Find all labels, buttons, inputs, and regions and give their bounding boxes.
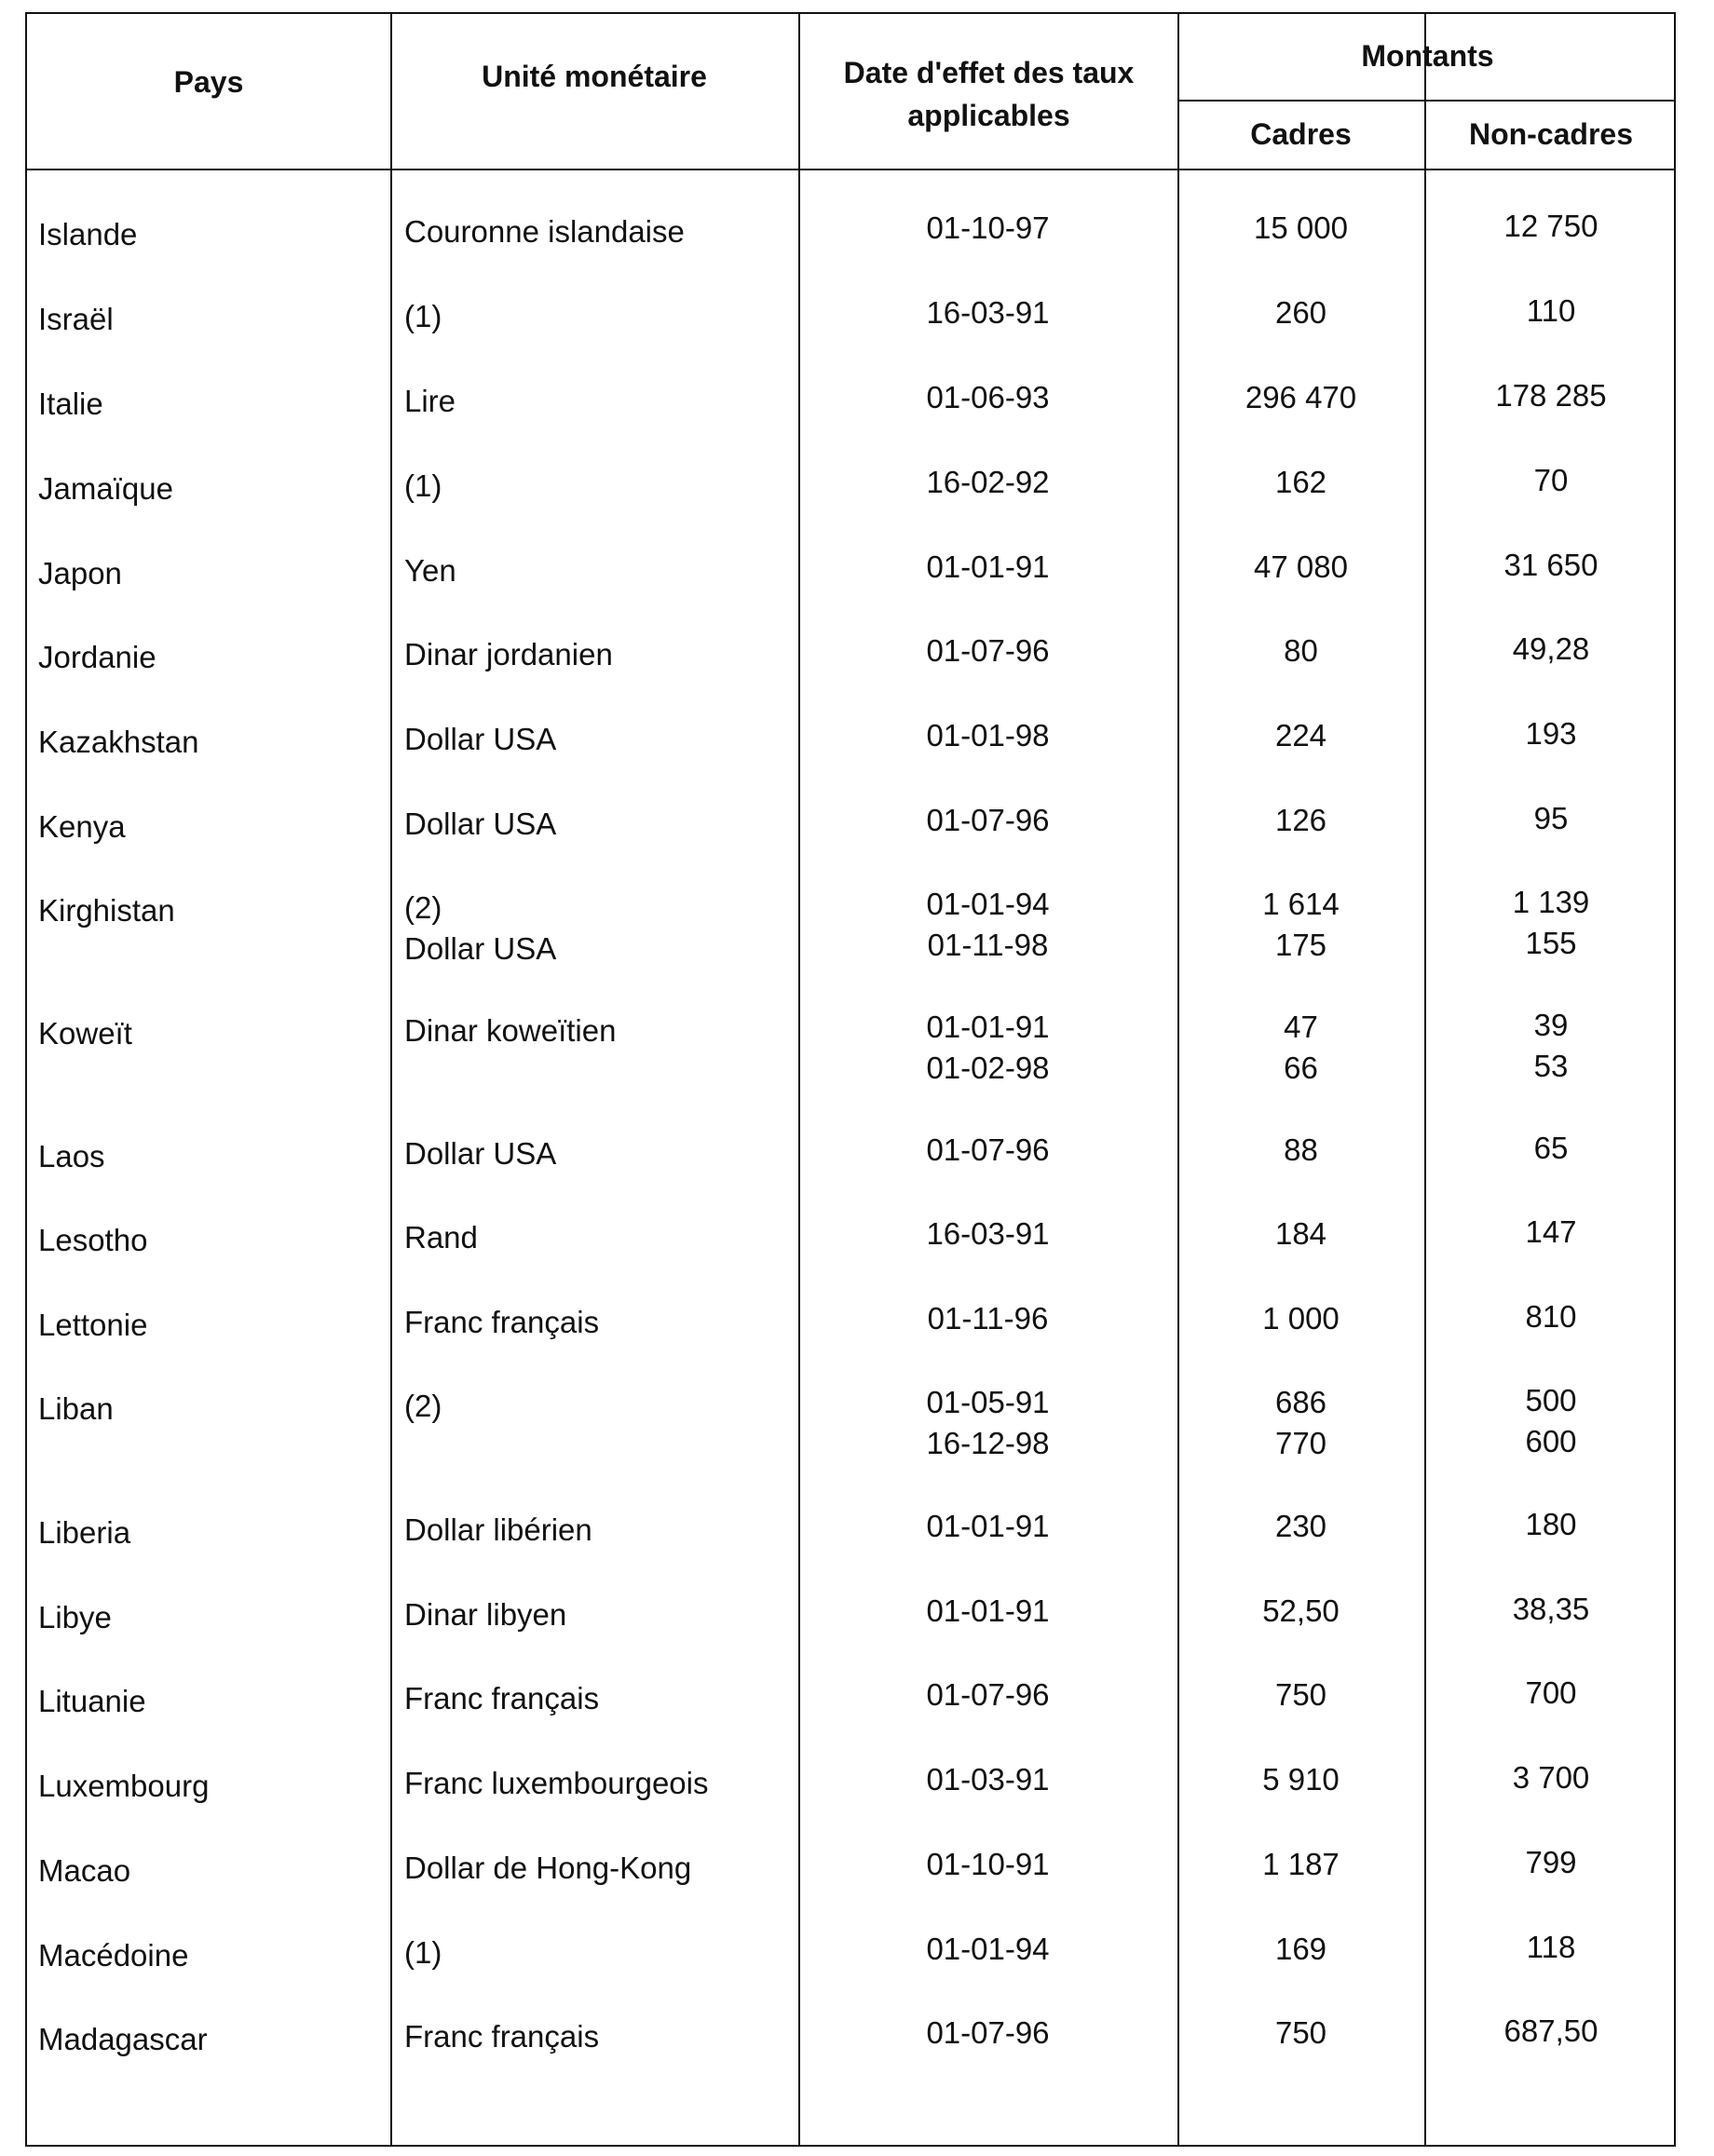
non-cadres-cell (1424, 1842, 1678, 1883)
currency-cell (404, 1217, 478, 1258)
country-cell: Macao (38, 1853, 131, 1888)
cadres-cell (1177, 1844, 1424, 1885)
currency-cell (404, 1510, 592, 1551)
cell-line: 810 (1525, 1299, 1577, 1334)
cadres-cell (1177, 208, 1424, 249)
date-cell (798, 1007, 1177, 1089)
country-cell: Jordanie (38, 640, 156, 674)
cell-line: 126 (1274, 803, 1327, 837)
currency-cell (404, 1763, 709, 1804)
currency-line: Dinar jordanien (404, 637, 613, 671)
currency-line: Dollar USA (404, 807, 557, 841)
cell-line: 80 (1284, 633, 1318, 668)
header-montants: Montants (1361, 39, 1494, 73)
non-cadres-cell (1424, 882, 1678, 964)
non-cadres-cell (1424, 1757, 1678, 1798)
cell-line: 39 (1533, 1008, 1569, 1042)
cell-line: 01-01-91 (926, 1593, 1050, 1628)
date-cell (798, 715, 1177, 756)
currency-cell (404, 296, 442, 337)
cell-line: 16-03-91 (926, 295, 1050, 330)
country-cell: Luxembourg (38, 1769, 210, 1803)
cadres-cell (1177, 1130, 1424, 1171)
cell-line: 770 (1274, 1426, 1327, 1460)
country-cell: Libye (38, 1600, 112, 1634)
cell-line: 53 (1533, 1049, 1569, 1083)
cell-line: 01-01-91 (926, 1010, 1050, 1044)
non-cadres-cell (1424, 713, 1678, 754)
cell-line: 01-07-96 (926, 2015, 1050, 2050)
cell-line: 162 (1274, 465, 1327, 499)
currency-line: (2) (404, 1389, 442, 1423)
non-cadres-cell (1424, 2011, 1678, 2052)
currency-cell (404, 888, 556, 970)
non-cadres-cell (1424, 1128, 1678, 1169)
cell-line: 65 (1533, 1131, 1569, 1165)
country-cell: Lettonie (38, 1308, 148, 1342)
non-cadres-cell (1424, 1212, 1678, 1253)
cadres-cell (1177, 631, 1424, 671)
currency-line: Dinar koweïtien (404, 1013, 617, 1048)
currency-line: Dollar de Hong-Kong (404, 1851, 692, 1885)
non-cadres-cell (1424, 291, 1678, 332)
country-cell: Liban (38, 1391, 114, 1426)
currency-cell (404, 804, 556, 845)
currency-cell (404, 1133, 556, 1174)
date-cell (798, 1382, 1177, 1464)
cell-line: 175 (1274, 928, 1327, 962)
cadres-cell (1177, 1007, 1424, 1089)
cadres-cell (1177, 377, 1424, 418)
date-cell (798, 1844, 1177, 1885)
cell-line: 01-02-98 (926, 1051, 1050, 1085)
currency-cell (404, 634, 613, 675)
non-cadres-cell (1424, 1005, 1678, 1087)
header-cadres: Cadres (1250, 117, 1352, 151)
cell-line: 687,50 (1503, 2014, 1598, 2048)
currency-line: Franc français (404, 1681, 600, 1715)
cell-line: 01-01-91 (926, 1509, 1050, 1543)
non-cadres-cell (1424, 1504, 1678, 1545)
cell-line: 01-07-96 (926, 633, 1050, 668)
non-cadres-cell (1424, 375, 1678, 416)
cell-line: 12 750 (1503, 209, 1598, 243)
country-cell: Islande (38, 217, 138, 251)
cell-line: 01-05-91 (926, 1385, 1050, 1419)
cell-line: 01-10-91 (926, 1847, 1050, 1881)
cell-line: 1 187 (1262, 1847, 1340, 1881)
cell-line: 01-01-98 (926, 718, 1050, 753)
cell-line: 88 (1284, 1132, 1318, 1167)
cell-line: 193 (1525, 716, 1577, 751)
cadres-cell (1177, 1214, 1424, 1254)
cadres-cell (1177, 1929, 1424, 1970)
date-cell (798, 462, 1177, 503)
currency-line: Dollar USA (404, 1136, 557, 1171)
cell-line: 5 910 (1262, 1762, 1340, 1797)
cell-line: 31 650 (1503, 548, 1598, 582)
currency-line: Rand (404, 1220, 478, 1254)
cell-line: 178 285 (1495, 378, 1607, 413)
cadres-cell (1177, 1382, 1424, 1464)
cell-line: 118 (1526, 1930, 1576, 1964)
country-cell: Japon (38, 556, 122, 590)
cell-line: 01-03-91 (926, 1762, 1050, 1797)
cell-line: 66 (1284, 1051, 1318, 1085)
currency-cell (404, 550, 456, 591)
currency-line: (1) (404, 1935, 442, 1970)
currency-cell (404, 1386, 442, 1427)
currency-line: Couronne islandaise (404, 214, 685, 249)
currency-line: Dollar libérien (404, 1512, 592, 1547)
date-cell (798, 1929, 1177, 1970)
header-non-cadres: Non-cadres (1468, 117, 1634, 151)
currency-line: Dollar USA (404, 931, 557, 966)
date-cell (798, 2013, 1177, 2054)
cadres-cell (1177, 292, 1424, 333)
cell-line: 01-01-91 (926, 549, 1050, 584)
cell-line: 184 (1274, 1216, 1327, 1251)
non-cadres-cell (1424, 545, 1678, 586)
cell-line: 01-01-94 (926, 1932, 1050, 1966)
non-cadres-cell (1424, 1380, 1678, 1462)
country-cell: Liberia (38, 1515, 131, 1550)
date-cell (798, 631, 1177, 671)
country-cell: Madagascar (38, 2022, 208, 2056)
country-cell: Macédoine (38, 1938, 189, 1973)
non-cadres-cell (1424, 460, 1678, 501)
header-unite-monetaire: Unité monétaire (482, 60, 707, 93)
country-cell: Israël (38, 302, 114, 336)
cell-line: 52,50 (1262, 1593, 1340, 1628)
cell-line: 147 (1525, 1214, 1577, 1249)
cadres-cell (1177, 547, 1424, 588)
currency-cell (404, 466, 442, 507)
header-pays: Pays (173, 65, 244, 99)
cell-line: 47 080 (1254, 549, 1348, 584)
cadres-cell (1177, 1298, 1424, 1339)
cell-line: 224 (1274, 718, 1327, 753)
currency-line: Lire (404, 384, 456, 418)
cadres-cell (1177, 462, 1424, 503)
country-cell: Italie (38, 386, 103, 421)
cell-line: 110 (1526, 293, 1576, 328)
non-cadres-cell (1424, 1927, 1678, 1968)
cell-line: 01-07-96 (926, 1132, 1050, 1167)
cell-line: 799 (1525, 1845, 1577, 1879)
header-divider (27, 169, 1674, 170)
currency-cell (404, 719, 556, 760)
currency-line: (2) (404, 890, 442, 925)
cell-line: 600 (1525, 1424, 1577, 1458)
cadres-cell (1177, 884, 1424, 966)
cell-line: 16-03-91 (926, 1216, 1050, 1251)
non-cadres-cell (1424, 1589, 1678, 1630)
cell-line: 3 700 (1512, 1760, 1590, 1795)
date-cell (798, 292, 1177, 333)
country-cell: Kenya (38, 809, 126, 844)
cell-line: 16-12-98 (926, 1426, 1050, 1460)
cadres-cell (1177, 1591, 1424, 1632)
date-cell (798, 1675, 1177, 1715)
date-cell (798, 800, 1177, 841)
non-cadres-cell (1424, 629, 1678, 670)
currency-cell (404, 2016, 599, 2057)
cell-line: 01-07-96 (926, 803, 1050, 837)
non-cadres-cell (1424, 1673, 1678, 1714)
date-cell (798, 884, 1177, 966)
currency-cell (404, 1848, 691, 1889)
currency-line: Dinar libyen (404, 1597, 567, 1632)
cell-line: 16-02-92 (926, 465, 1050, 499)
currency-line: Franc luxembourgeois (404, 1766, 709, 1800)
date-cell (798, 377, 1177, 418)
currency-cell (404, 1932, 442, 1973)
country-cell: Koweït (38, 1016, 132, 1051)
cell-line: 15 000 (1254, 210, 1348, 245)
currency-line: Franc français (404, 2019, 600, 2054)
currency-line: (1) (404, 468, 442, 503)
cell-line: 230 (1274, 1509, 1327, 1543)
cell-line: 47 (1284, 1010, 1318, 1044)
cell-line: 70 (1533, 463, 1569, 497)
cell-line: 1 000 (1262, 1301, 1340, 1336)
cell-line: 750 (1274, 2015, 1327, 2050)
cell-line: 95 (1533, 801, 1569, 835)
cell-line: 1 614 (1262, 887, 1340, 921)
cell-line: 49,28 (1512, 631, 1590, 666)
currency-cell (404, 1594, 566, 1635)
date-cell (798, 1214, 1177, 1254)
cell-line: 1 139 (1512, 885, 1590, 919)
cell-line: 686 (1274, 1385, 1327, 1419)
currency-cell (404, 1678, 599, 1719)
cell-line: 700 (1525, 1675, 1577, 1710)
column-divider (390, 14, 392, 2145)
country-cell: Kirghistan (38, 893, 175, 928)
non-cadres-cell (1424, 206, 1678, 247)
cell-line: 01-06-93 (926, 380, 1050, 414)
date-cell (798, 1298, 1177, 1339)
currency-line: (1) (404, 299, 442, 333)
country-cell: Lesotho (38, 1223, 148, 1257)
non-cadres-cell (1424, 1296, 1678, 1337)
cell-line: 01-07-96 (926, 1677, 1050, 1712)
date-cell (798, 1591, 1177, 1632)
date-cell (798, 1506, 1177, 1547)
date-cell (798, 1759, 1177, 1800)
date-cell (798, 208, 1177, 249)
currency-cell (404, 381, 456, 422)
cell-line: 01-11-96 (927, 1301, 1049, 1336)
cell-line: 750 (1274, 1677, 1327, 1712)
country-cell: Kazakhstan (38, 725, 199, 759)
cadres-cell (1177, 715, 1424, 756)
cell-line: 01-10-97 (926, 210, 1050, 245)
country-cell: Jamaïque (38, 471, 173, 506)
cadres-cell (1177, 1675, 1424, 1715)
cadres-cell (1177, 2013, 1424, 2054)
cadres-cell (1177, 1506, 1424, 1547)
country-cell: Laos (38, 1139, 105, 1173)
cell-line: 180 (1525, 1507, 1577, 1541)
cell-line: 296 470 (1245, 380, 1357, 414)
cell-line: 169 (1274, 1932, 1327, 1966)
montants-divider (1177, 100, 1674, 102)
cell-line: 260 (1274, 295, 1327, 330)
cadres-cell (1177, 1759, 1424, 1800)
cell-line: 500 (1525, 1383, 1577, 1417)
currency-line: Yen (404, 553, 456, 588)
rates-table (25, 12, 1676, 2147)
cell-line: 155 (1525, 926, 1577, 960)
currency-line: Dollar USA (404, 722, 557, 756)
date-cell (798, 547, 1177, 588)
cell-line: 01-01-94 (926, 887, 1050, 921)
currency-cell (404, 211, 685, 252)
cell-line: 38,35 (1512, 1592, 1590, 1626)
currency-cell (404, 1010, 616, 1051)
cell-line: 01-11-98 (927, 928, 1049, 962)
cadres-cell (1177, 800, 1424, 841)
currency-cell (404, 1302, 599, 1343)
currency-line: Franc français (404, 1305, 600, 1339)
header-date-effet: Date d'effet des taux applicables (843, 56, 1135, 132)
date-cell (798, 1130, 1177, 1171)
non-cadres-cell (1424, 798, 1678, 839)
country-cell: Lituanie (38, 1684, 146, 1718)
